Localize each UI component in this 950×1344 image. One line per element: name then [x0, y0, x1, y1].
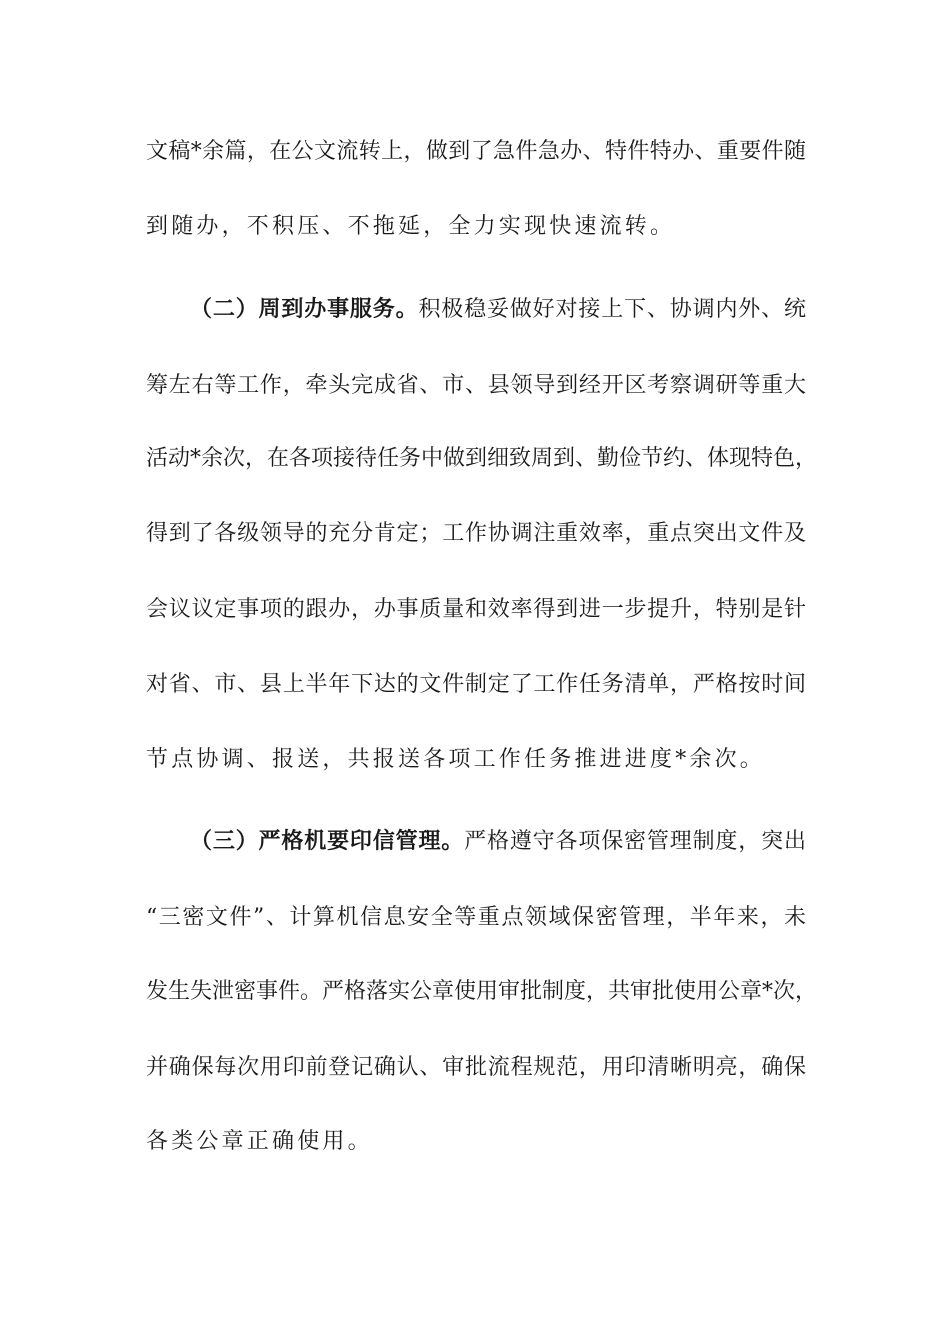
paragraph-1-line-1: 文稿*余篇，在公文流转上，做到了急件急办、特件特办、重要件随 — [146, 139, 806, 164]
paragraph-2-line-3: 活动*余次，在各项接待任务中做到细致周到、勤俭节约、体现特色， — [146, 446, 818, 471]
paragraph-3-first-line-text: 严格遵守各项保密管理制度，突出 — [464, 829, 806, 854]
paragraph-2-line-2: 筹左右等工作，牵头完成省、市、县领导到经开区考察调研等重大 — [146, 373, 806, 398]
paragraph-2-line-6: 对省、市、县上半年下达的文件制定了工作任务清单，严格按时间 — [146, 672, 806, 697]
paragraph-2-line-7: 节点协调、报送，共报送各项工作任务推进进度*余次。 — [146, 747, 766, 772]
paragraph-1-line-2: 到随办，不积压、不拖延，全力实现快速流转。 — [146, 214, 676, 239]
paragraph-2-heading: （二）周到办事服务。 — [190, 297, 419, 322]
paragraph-2-line-5: 会议议定事项的跟办，办事质量和效率得到进一步提升，特别是针 — [146, 597, 806, 622]
paragraph-3-line-3: 发生失泄密事件。严格落实公章使用审批制度，共审批使用公章*次， — [146, 979, 818, 1004]
paragraph-3-line-1 — [190, 822, 806, 862]
paragraph-2-first-line-text: 积极稳妥做好对接上下、协调内外、统 — [418, 297, 806, 322]
paragraph-3-line-4: 并确保每次用印前登记确认、审批流程规范，用印清晰明亮，确保 — [146, 1055, 806, 1080]
paragraph-3-line-5: 各类公章正确使用。 — [146, 1129, 373, 1154]
paragraph-2-line-1 — [190, 290, 806, 330]
paragraph-3-line-2: “三密文件”、计算机信息安全等重点领域保密管理，半年来，未 — [146, 905, 806, 930]
paragraph-2-line-4: 得到了各级领导的充分肯定；工作协调注重效率，重点突出文件及 — [146, 521, 806, 546]
paragraph-3-heading: （三）严格机要印信管理。 — [190, 829, 465, 854]
